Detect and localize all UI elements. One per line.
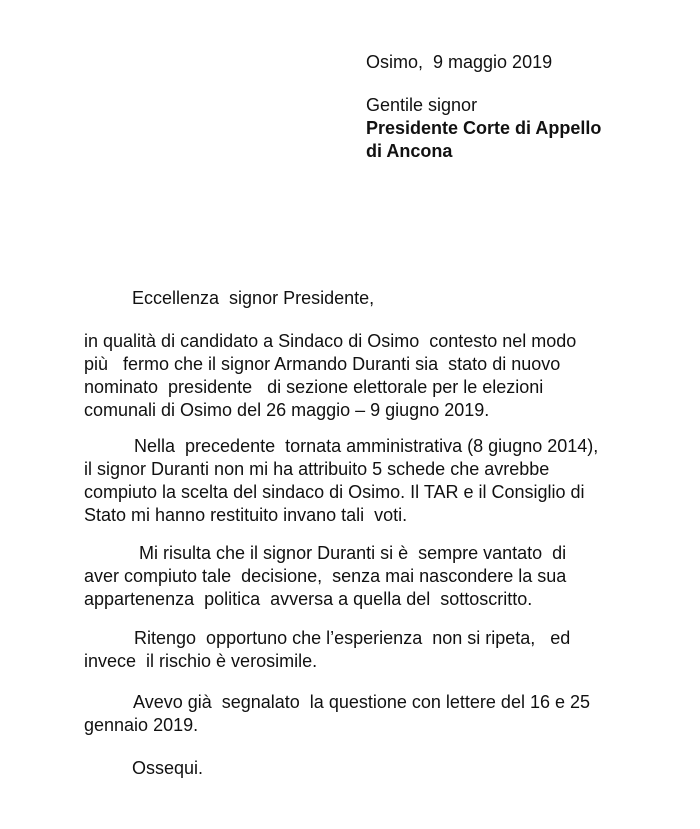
paragraph-line: più fermo che il signor Armando Duranti sia stato di nuovo [84,354,561,374]
paragraph-line: aver compiuto tale decisione, senza mai nascondere la sua [84,566,567,586]
paragraph-2 [84,435,624,527]
paragraph-line: gennaio 2019. [84,715,199,735]
paragraph-line: Nella precedente tornata amministrativa (8 giugno 2014), [84,436,599,456]
paragraph-4 [84,627,624,673]
recipient-name-line-1: Presidente Corte di Appello [366,118,602,138]
paragraph-line: comunali di Osimo del 26 maggio – 9 giugno 2019. [84,400,490,420]
paragraph-line: Stato mi hanno restituito invano tali voti. [84,505,408,525]
paragraph-line: Mi risulta che il signor Duranti si è sempre vantato di [84,543,567,563]
letter-closing: Ossequi. [132,758,204,778]
letter-opening: Eccellenza signor Presidente, [132,288,375,308]
paragraph-5 [84,691,624,737]
paragraph-line: Ritengo opportuno che l’esperienza non si ripeta, ed [84,628,571,648]
paragraph-line: appartenenza politica avversa a quella del sottoscritto. [84,589,533,609]
paragraph-line: Avevo già segnalato la questione con lettere del 16 e 25 [84,692,591,712]
recipient-salutation: Gentile signor [366,95,478,115]
recipient-block [366,94,601,163]
recipient-name-line-2: di Ancona [366,141,453,161]
paragraph-1 [84,330,624,422]
paragraph-line: nominato presidente di sezione elettorale per le elezioni [84,377,544,397]
paragraph-line: il signor Duranti non mi ha attribuito 5 schede che avrebbe [84,459,550,479]
paragraph-line: compiuto la scelta del sindaco di Osimo. Il TAR e il Consiglio di [84,482,585,502]
paragraph-line: in qualità di candidato a Sindaco di Osimo contesto nel modo [84,331,577,351]
paragraph-3 [84,542,624,611]
letter-date: Osimo, 9 maggio 2019 [366,52,553,72]
paragraph-line: invece il rischio è verosimile. [84,651,318,671]
